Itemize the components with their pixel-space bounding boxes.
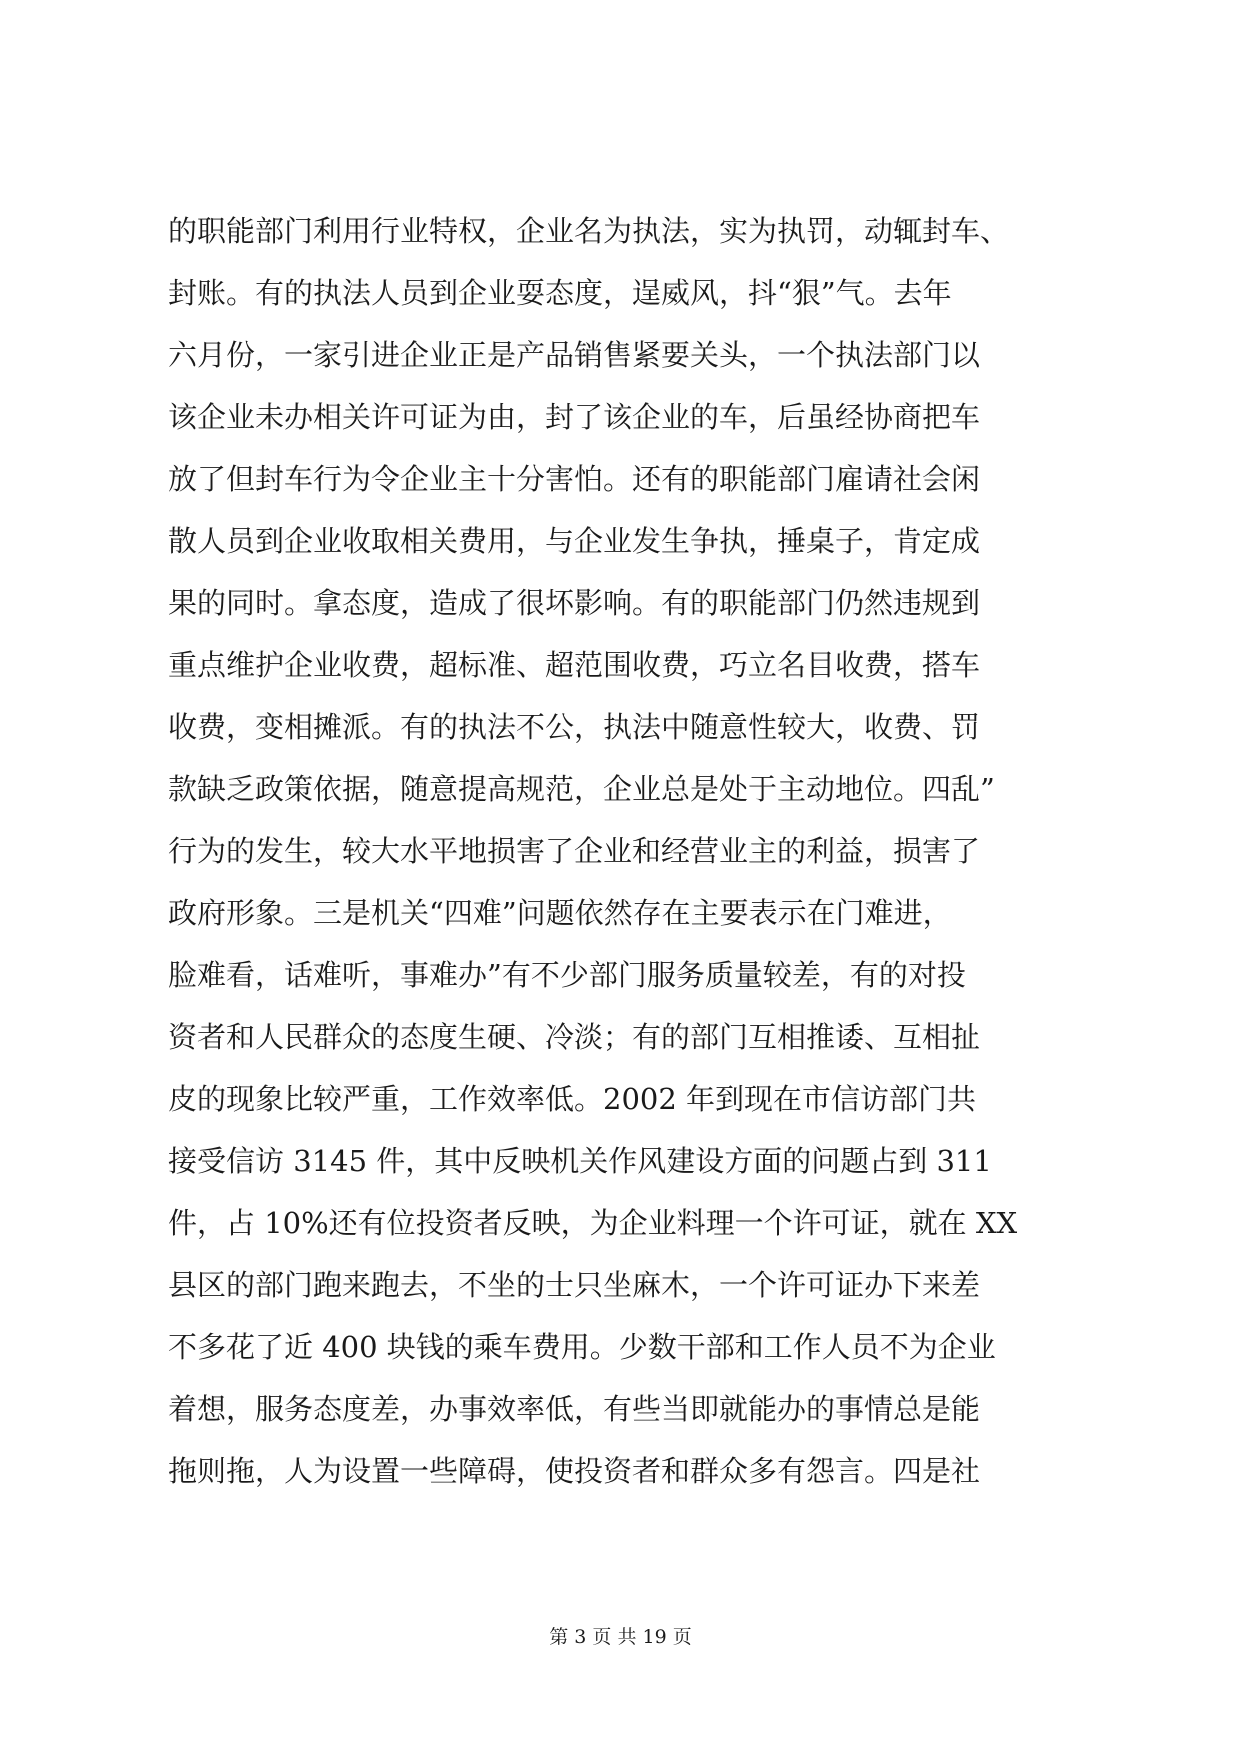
text-line-16: 接受信访 3145 件，其中反映机关作风建设方面的问题占到 311 xyxy=(168,1144,992,1178)
text-line-14: 资者和人民群众的态度生硬、冷淡；有的部门互相推诿、互相扯 xyxy=(168,1020,981,1054)
text-line-7: 果的同时。拿态度，造成了很坏影响。有的职能部门仍然违规到 xyxy=(168,586,981,620)
text-line-6: 散人员到企业收取相关费用，与企业发生争执，捶桌子，肯定成 xyxy=(168,524,981,558)
text-line-1: 的职能部门利用行业特权，企业名为执法，实为执罚，动辄封车、 xyxy=(168,214,1010,248)
text-line-18: 县区的部门跑来跑去，不坐的士只坐麻木，一个许可证办下来差 xyxy=(168,1268,981,1302)
text-line-8: 重点维护企业收费，超标准、超范围收费，巧立名目收费，搭车 xyxy=(168,648,981,682)
text-line-11: 行为的发生，较大水平地损害了企业和经营业主的利益，损害了 xyxy=(168,834,981,868)
page-number-footer: 第 3 页 共 19 页 xyxy=(549,1626,692,1648)
body-text xyxy=(168,200,1083,1502)
text-line-3: 六月份，一家引进企业正是产品销售紧要关头，一个执法部门以 xyxy=(168,338,981,372)
text-line-20: 着想，服务态度差，办事效率低，有些当即就能办的事情总是能 xyxy=(168,1392,981,1426)
text-line-4: 该企业未办相关许可证为由，封了该企业的车，后虽经协商把车 xyxy=(168,400,981,434)
text-line-10: 款缺乏政策依据，随意提高规范，企业总是处于主动地位。四乱” xyxy=(168,772,995,806)
text-line-21: 拖则拖，人为设置一些障碍，使投资者和群众多有怨言。四是社 xyxy=(168,1454,981,1488)
text-line-17: 件，占 10%还有位投资者反映，为企业料理一个许可证，就在 XX xyxy=(168,1206,1018,1240)
text-line-19: 不多花了近 400 块钱的乘车费用。少数干部和工作人员不为企业 xyxy=(168,1330,996,1364)
text-line-13: 脸难看，话难听，事难办”有不少部门服务质量较差，有的对投 xyxy=(168,958,966,992)
text-line-2: 封账。有的执法人员到企业耍态度，逞威风，抖“狠”气。去年 xyxy=(168,276,952,310)
text-line-15: 皮的现象比较严重，工作效率低。2002 年到现在市信访部门共 xyxy=(168,1082,977,1116)
text-line-5: 放了但封车行为令企业主十分害怕。还有的职能部门雇请社会闲 xyxy=(168,462,981,496)
text-line-9: 收费，变相摊派。有的执法不公，执法中随意性较大，收费、罚 xyxy=(168,710,981,744)
text-line-12: 政府形象。三是机关“四难”问题依然存在主要表示在门难进， xyxy=(168,896,952,930)
